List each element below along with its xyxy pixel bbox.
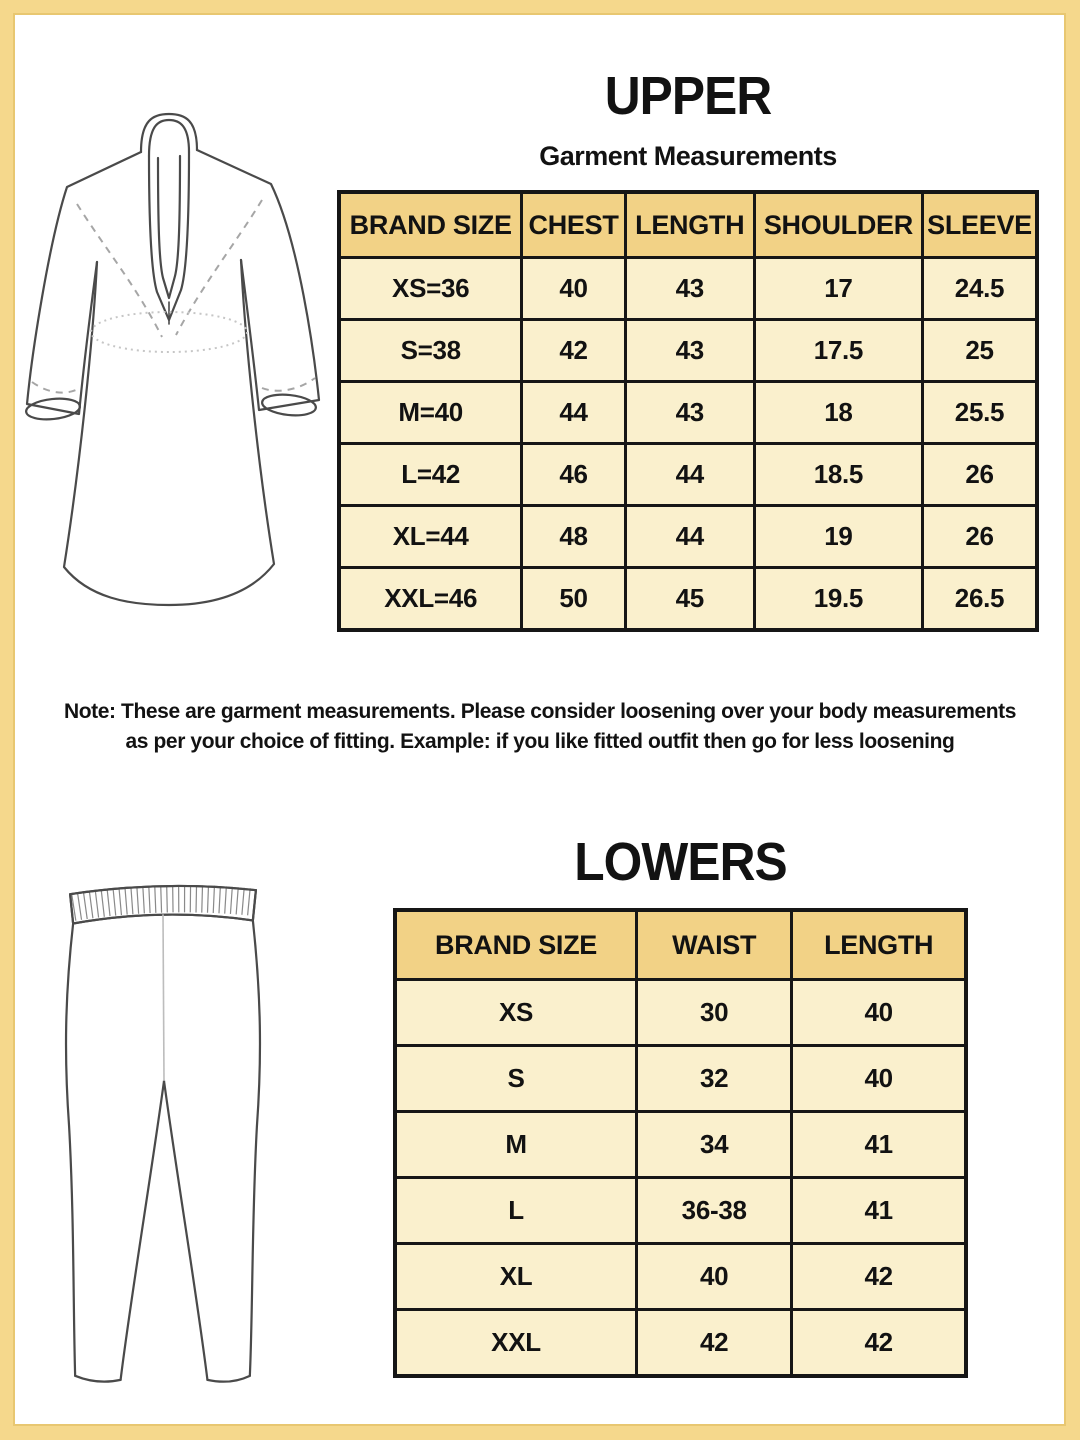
table-cell: 24.5 xyxy=(923,258,1038,320)
table-cell: XL xyxy=(395,1244,637,1310)
garment-measurements-subtitle: Garment Measurements xyxy=(539,141,837,171)
kurta-yoke-dashed-seams xyxy=(32,200,315,393)
table-cell: 44 xyxy=(625,506,754,568)
table-row xyxy=(395,1046,966,1112)
table-cell: 45 xyxy=(625,568,754,631)
upper-section-title: UPPER xyxy=(604,66,772,126)
column-header: SHOULDER xyxy=(754,192,922,258)
table-cell: XXL=46 xyxy=(339,568,522,631)
lowers-size-table xyxy=(393,908,968,1378)
table-row xyxy=(395,980,966,1046)
note-text xyxy=(40,697,1040,757)
table-cell: XXL xyxy=(395,1310,637,1377)
table-cell: 18 xyxy=(754,382,922,444)
table-cell: 50 xyxy=(522,568,625,631)
table-cell: 41 xyxy=(792,1178,966,1244)
table-cell: 32 xyxy=(637,1046,792,1112)
table-cell: 17 xyxy=(754,258,922,320)
table-cell: 42 xyxy=(522,320,625,382)
table-cell: 36-38 xyxy=(637,1178,792,1244)
table-cell: M xyxy=(395,1112,637,1178)
table-row xyxy=(339,506,1037,568)
table-cell: M=40 xyxy=(339,382,522,444)
table-cell: 17.5 xyxy=(754,320,922,382)
table-cell: 25 xyxy=(923,320,1038,382)
table-cell: L xyxy=(395,1178,637,1244)
note-line-2: as per your choice of fitting. Example: if you like fitted outfit then go for less loosening xyxy=(125,730,955,753)
leggings-center-seam xyxy=(163,914,164,1081)
table-row xyxy=(339,382,1037,444)
table-row xyxy=(395,1178,966,1244)
kurta-illustration xyxy=(18,112,330,612)
table-cell: 43 xyxy=(625,320,754,382)
table-cell: 46 xyxy=(522,444,625,506)
table-cell: L=42 xyxy=(339,444,522,506)
table-cell: S xyxy=(395,1046,637,1112)
table-cell: 40 xyxy=(792,980,966,1046)
table-cell: 42 xyxy=(792,1244,966,1310)
table-cell: XS xyxy=(395,980,637,1046)
table-cell: 25.5 xyxy=(923,382,1038,444)
table-cell: 44 xyxy=(522,382,625,444)
kurta-outline xyxy=(25,114,319,605)
upper-size-table xyxy=(337,190,1039,632)
table-cell: XL=44 xyxy=(339,506,522,568)
table-row xyxy=(395,1112,966,1178)
table-cell: 43 xyxy=(625,258,754,320)
lowers-section-title: LOWERS xyxy=(574,832,787,892)
table-cell: 40 xyxy=(792,1046,966,1112)
leggings-illustration xyxy=(62,874,264,1394)
table-cell: 43 xyxy=(625,382,754,444)
table-cell: 42 xyxy=(637,1310,792,1377)
table-cell: 30 xyxy=(637,980,792,1046)
note-line-1: Note: These are garment measurements. Please consider loosening over your body measurements xyxy=(63,700,1017,723)
table-header-row xyxy=(395,910,966,980)
table-cell: 19 xyxy=(754,506,922,568)
table-cell: 42 xyxy=(792,1310,966,1377)
table-cell: 19.5 xyxy=(754,568,922,631)
table-cell: 40 xyxy=(522,258,625,320)
column-header: LENGTH xyxy=(792,910,966,980)
table-row xyxy=(339,444,1037,506)
column-header: CHEST xyxy=(522,192,625,258)
column-header: SLEEVE xyxy=(923,192,1038,258)
table-cell: 41 xyxy=(792,1112,966,1178)
table-row xyxy=(339,320,1037,382)
table-row xyxy=(339,258,1037,320)
table-cell: 18.5 xyxy=(754,444,922,506)
table-row xyxy=(395,1244,966,1310)
table-cell: 26 xyxy=(923,444,1038,506)
table-cell: 48 xyxy=(522,506,625,568)
table-header-row xyxy=(339,192,1037,258)
table-cell: XS=36 xyxy=(339,258,522,320)
column-header: BRAND SIZE xyxy=(395,910,637,980)
table-row xyxy=(339,568,1037,631)
table-row xyxy=(395,1310,966,1377)
table-cell: 34 xyxy=(637,1112,792,1178)
table-cell: S=38 xyxy=(339,320,522,382)
table-cell: 40 xyxy=(637,1244,792,1310)
table-cell: 26 xyxy=(923,506,1038,568)
table-cell: 44 xyxy=(625,444,754,506)
column-header: LENGTH xyxy=(625,192,754,258)
table-cell: 26.5 xyxy=(923,568,1038,631)
column-header: BRAND SIZE xyxy=(339,192,522,258)
column-header: WAIST xyxy=(637,910,792,980)
